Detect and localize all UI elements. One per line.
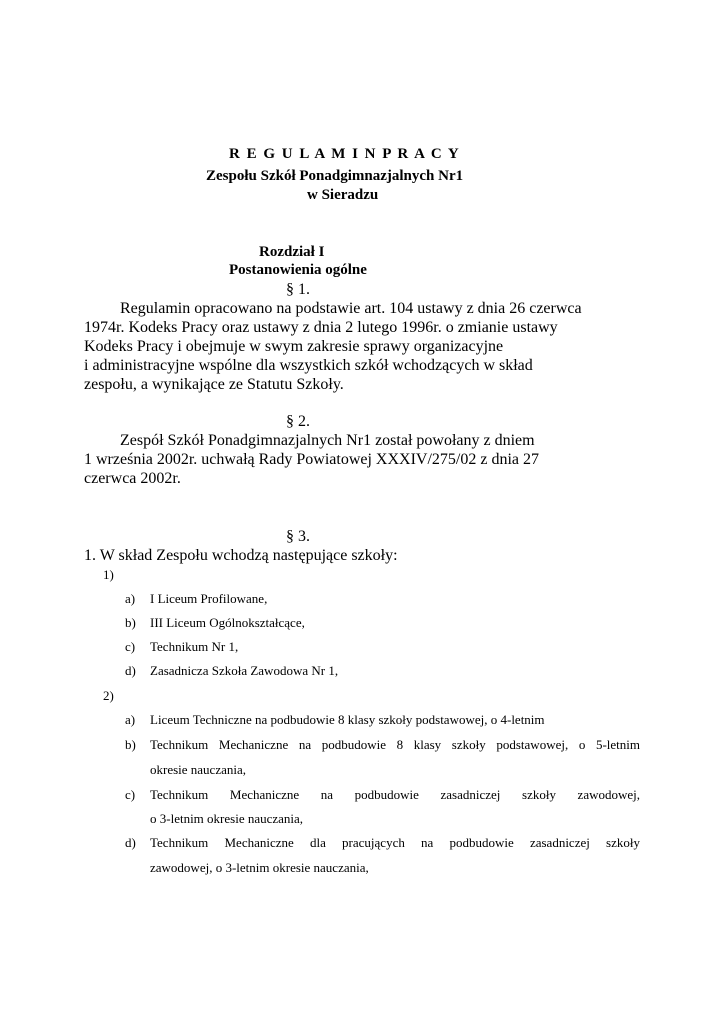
section-2-line: Zespół Szkół Ponadgimnazjalnych Nr1 został powołany z dniem [120,432,535,449]
list-item-text: Technikum Mechaniczne dla pracujących na podbudowie zasadniczej szkoły [150,835,640,850]
section-1-line: zespołu, a wynikające ze Statutu Szkoły. [84,376,344,393]
chapter-number: Rozdział I [259,244,325,260]
list-item-letter: b) [125,737,136,752]
section-2-line: czerwca 2002r. [84,470,181,487]
list-item-text: Technikum Nr 1, [150,639,239,654]
list-item-letter: b) [125,615,136,630]
school-name: Zespołu Szkół Ponadgimnazjalnych Nr1 [206,168,464,184]
section-1-mark: § 1. [286,281,310,298]
document-title: R E G U L A M I N P R A C Y [229,146,461,162]
city-name: w Sieradzu [307,187,379,203]
list-item-text: Liceum Techniczne na podbudowie 8 klasy szkoły podstawowej, o 4-letnim [150,712,545,727]
list-item-text-continued: zawodowej, o 3-letnim okresie nauczania, [150,860,369,875]
section-3-intro: 1. W skład Zespołu wchodzą następujące szkoły: [84,547,398,564]
list-item-text: III Liceum Ogólnokształcące, [150,615,305,630]
section-1-line: Regulamin opracowano na podstawie art. 104 ustawy z dnia 26 czerwca [120,300,582,317]
list-item-text-continued: okresie nauczania, [150,762,247,777]
section-2-line: 1 września 2002r. uchwałą Rady Powiatowej XXXIV/275/02 z dnia 27 [84,451,540,468]
list-item-text: I Liceum Profilowane, [150,591,268,606]
list-item-letter: a) [125,591,136,606]
list-item-text-continued: o 3-letnim okresie nauczania, [150,811,304,826]
list-item-text: Zasadnicza Szkoła Zawodowa Nr 1, [150,663,339,678]
section-1-line: Kodeks Pracy i obejmuje w swym zakresie sprawy organizacyjne [84,338,504,355]
list-item-letter: a) [125,712,136,727]
section-1-line: i administracyjne wspólne dla wszystkich szkół wchodzących w skład [84,357,533,374]
list-item-letter: c) [125,639,136,654]
section-1-line: 1974r. Kodeks Pracy oraz ustawy z dnia 2 lutego 1996r. o zmianie ustawy [84,319,558,336]
list-item-text: Technikum Mechaniczne na podbudowie 8 klasy szkoły podstawowej, o 5-letnim [150,737,640,752]
list-item-letter: c) [125,787,136,802]
chapter-name: Postanowienia ogólne [229,262,367,278]
list-item-text: Technikum Mechaniczne na podbudowie zasadniczej szkoły zawodowej, [150,787,640,802]
list-item-letter: d) [125,663,136,678]
section-3-mark: § 3. [286,528,310,545]
group-2-label: 2) [103,688,114,703]
list-item-letter: d) [125,835,136,850]
group-1-label: 1) [103,567,114,582]
section-2-mark: § 2. [286,413,310,430]
